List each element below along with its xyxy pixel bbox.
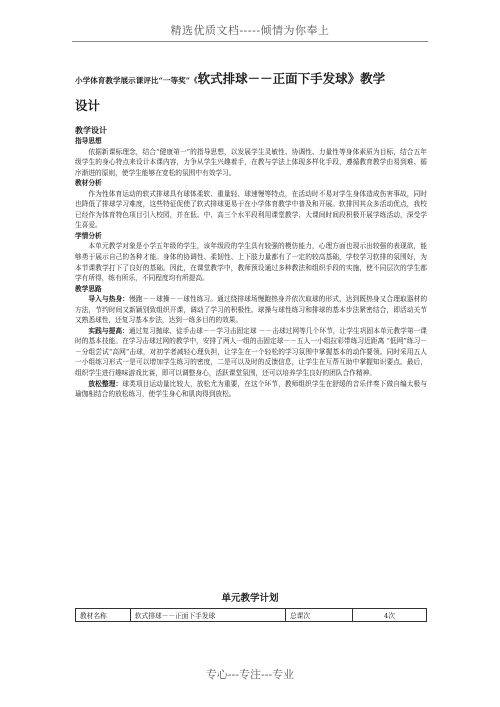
paragraph-practice — [75, 326, 427, 379]
document-title — [75, 66, 435, 118]
title-line2: 设计 — [75, 98, 101, 113]
title-prefix: 小学体育教学展示课评比“一等奖”《 — [75, 76, 198, 85]
table-cell-content-label: 教材名称 — [76, 609, 131, 622]
warmup-label: 导入与热身： — [88, 295, 130, 304]
page-footer: 专心---专注---专业 — [205, 668, 295, 681]
practice-text: 通过复习抛球、徒手击球－－学习击固定球 －－击球过网等几个环节，让学生巩固本单元教学第一课时的基本技能。在学习击球过网的教学中，安排了两人一组的击固定球－－五人一小组拉彩带练习近距离 “低网”练习－－分组尝试“高网”击球，对初学者减轻心理负担，让学生在一个轻松的学习氛围中掌握基本的动作要领。同时采用五人一小组练习形式一是可以增加学生练习的密度，二是可以及时的反馈信息，让学生在互帮互助中掌握知识要点。最后，组织学生进行趣味游戏比赛，即可以调整身心，活跃课堂氛围，还可以培养学生良好的团队合作精神。 — [75, 326, 427, 378]
paragraph-material: 作为性体育运动的软式排球具有球体柔软、重量轻、球速慢等特点，在活动时不易对学生身体造成伤害事故，同时也降低了排球学习难度，这些特征促使了软式排球更易于在小学体育教学中普及和开展。软排因其众多活动优点，我校已经作为体育特色项目引入校园，并在低、中、高三个水平段利用课堂教学、大课间时间段积极开展学练活动，深受学生喜爱。 — [75, 189, 427, 230]
heading-guiding: 指导思想 — [75, 137, 102, 145]
cooldown-text: 球类项目运动量比较大，放松尤为重要，在这个环节，教师组织学生在舒缓的音乐伴奏下做自编太极与瑜伽相结合的放松练习，使学生身心和肌肉得到放松。 — [75, 379, 428, 399]
unit-plan-table — [75, 608, 427, 622]
document-body — [75, 125, 427, 400]
header-divider — [72, 41, 428, 42]
paragraph-cooldown — [75, 379, 427, 400]
table-cell-hours-value: 4次 — [353, 609, 427, 622]
paragraph-warmup — [75, 294, 427, 326]
cooldown-label: 放松整理： — [88, 379, 123, 388]
warmup-text: 慢跑－－球操－－球性练习。通过绕排球场慢跑热身并依次取球的形式，达到既热身又合理取器材的方法，节约时间又新颖别致组织开课，调动了学习的积极性。球操与球性练习和排球的基本步法紧密结合，即活动关节又熟悉球性，还复习基本步法，达到一练多目的的效果。 — [75, 295, 428, 325]
page-header: 精选优质文档-----倾情为你奉上 — [170, 24, 330, 37]
table-row — [76, 609, 427, 622]
heading-students: 学情分析 — [75, 231, 102, 240]
paragraph-students: 本单元教学对象是小学五年级的学生，该年级段的学生具有较强的模仿能力，心理方面也现示出较强的表现欲，能够勇于展示自己的各种才能。身体的协调性、柔韧性、上下肢力量都有了一定的较高基础，学校学习软排的氛围好，为本节课教学打下了良好的基础。因此，在课堂教学中，教师预设通过多种教法和组织手段的实施，使不同层次的学生都学有所得，练有所乐，不同程度均有所提高。 — [75, 242, 427, 283]
title-main: 软式排球－－正面下手发球》教学 — [197, 71, 386, 86]
heading-approach: 教学思路 — [75, 284, 102, 293]
section-heading: 教学设计 — [75, 125, 107, 135]
heading-material: 教材分析 — [75, 179, 102, 188]
table-cell-content-value: 软式排球－－正面下手发球 — [131, 609, 286, 622]
practice-label: 实践与提高： — [88, 326, 129, 335]
paragraph-guiding: 依据新课标理念，结合“健康第一”的指导思想，以发展学生灵敏性、协调性、力量性等身体素质为目标，结合五年级学生的身心特点来设计本课内容，力争从学生兴趣着手，在教与学法上体现多样化手段，遵循教育教学由易到难、循序渐进的原则，使学生能够在宽松的氛围中有效学习。 — [75, 147, 427, 177]
table-cell-hours-label: 总课次 — [286, 609, 353, 622]
unit-plan-title: 单元教学计划 — [221, 593, 279, 604]
